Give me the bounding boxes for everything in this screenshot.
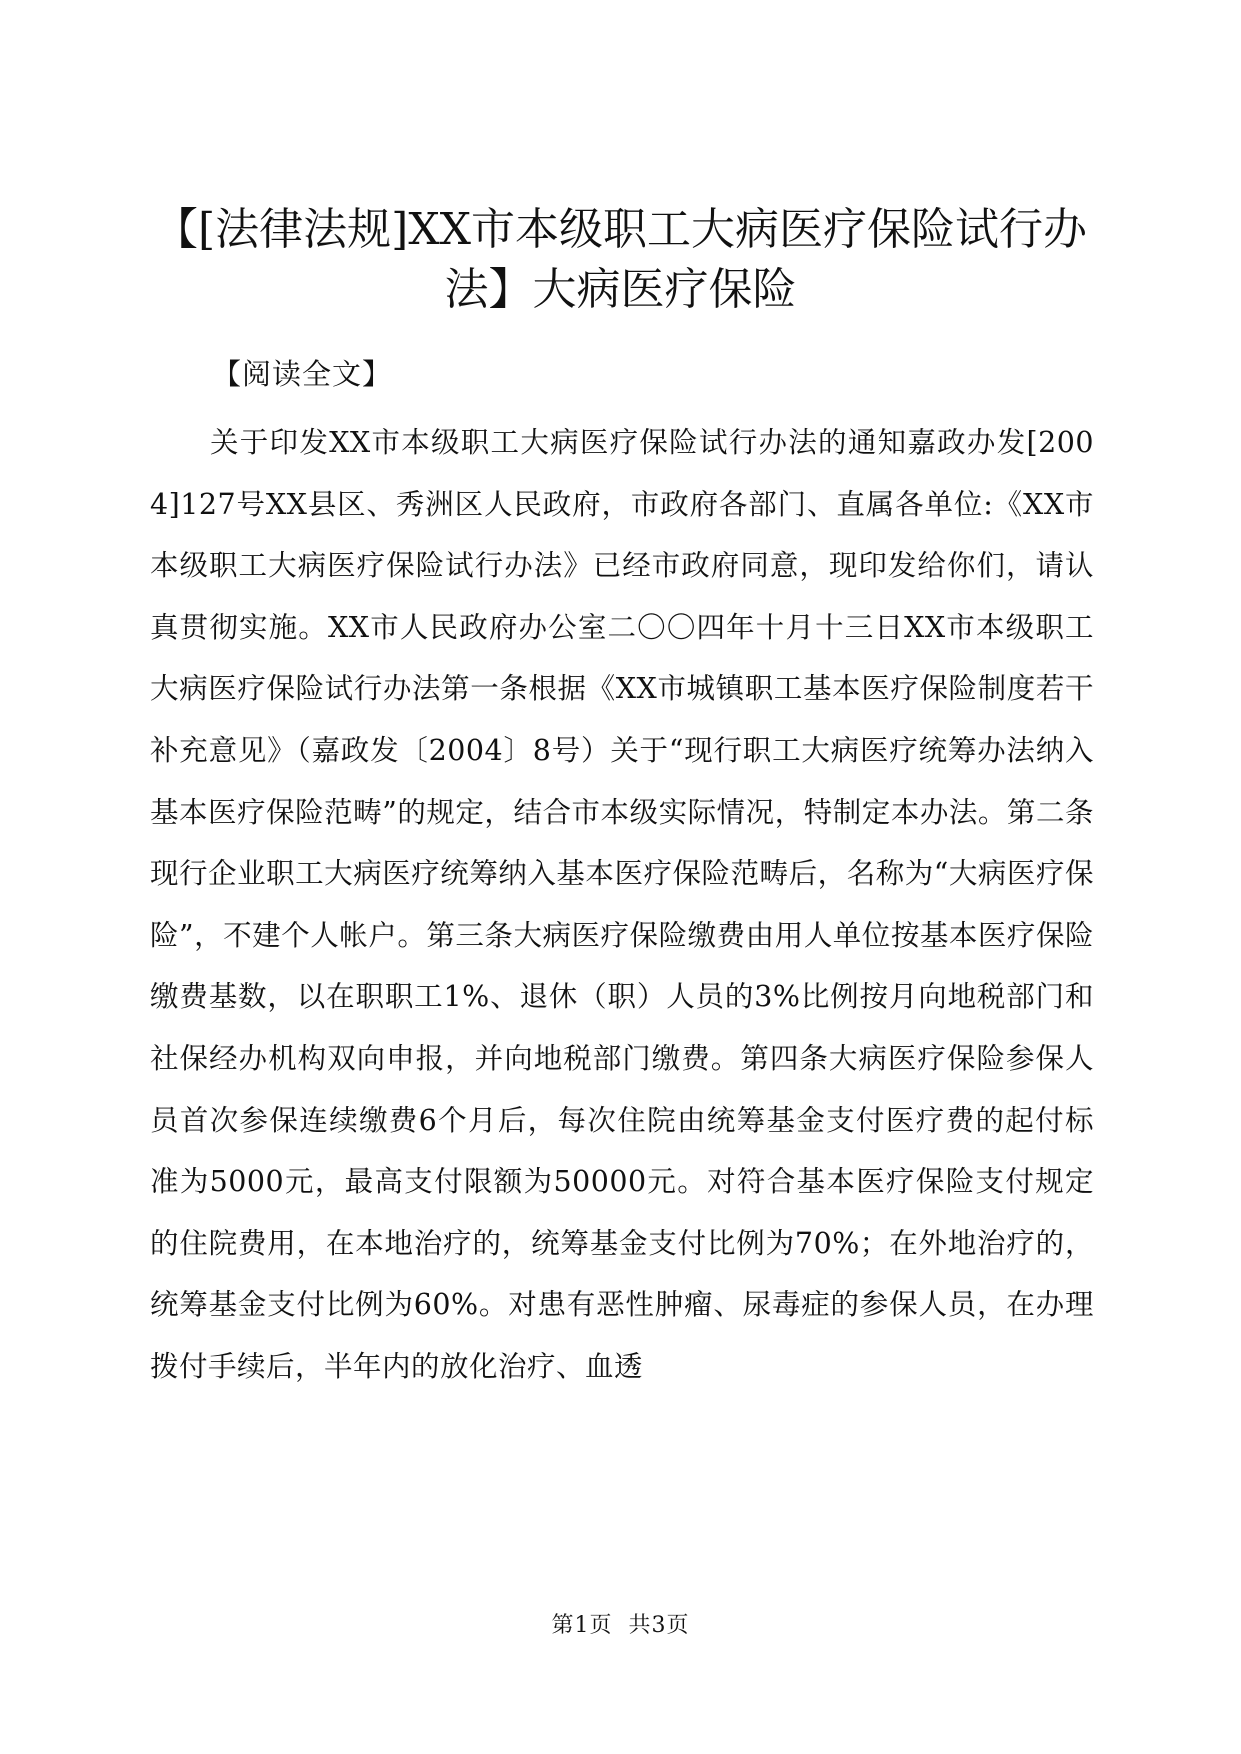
document-title: 【[法律法规]XX市本级职工大病医疗保险试行办法】大病医疗保险 — [154, 204, 1087, 315]
page-number: 第1页 共3页 — [551, 1613, 690, 1638]
page-footer — [0, 1612, 1241, 1640]
read-all-link[interactable]: 【阅读全文】 — [212, 357, 393, 391]
document-body: 关于印发XX市本级职工大病医疗保险试行办法的通知嘉政办发[2004]127号XX县区、秀洲区人民政府，市政府各部门、直属各单位:《XX市本级职工大病医疗保险试行办法》已经市政府同意，现印发给你们，请认真贯彻实施。XX市人民政府办公室二〇〇四年十月十三日XX市本级职工大病医疗保险试行办法第一条根据《XX市城镇职工基本医疗保险制度若干补充意见》（嘉政发〔2004〕8号）关于“现行职工大病医疗统筹办法纳入基本医疗保险范畴”的规定，结合市本级实际情况，特制定本办法。第二条现行企业职工大病医疗统筹纳入基本医疗保险范畴后，名称为“大病医疗保险”，不建个人帐户。第三条大病医疗保险缴费由用人单位按基本医疗保险缴费基数，以在职职工1%、退休（职）人员的3%比例按月向地税部门和社保经办机构双向申报，并向地税部门缴费。第四条大病医疗保险参保人员首次参保连续缴费6个月后，每次住院由统筹基金支付医疗费的起付标准为5000元，最高支付限额为50000元。对符合基本医疗保险支付规定的住院费用，在本地治疗的，统筹基金支付比例为70%；在外地治疗的，统筹基金支付比例为60%。对患有恶性肿瘤、尿毒症的参保人员，在办理拨付手续后，半年内的放化治疗、血透 — [150, 426, 1094, 1383]
